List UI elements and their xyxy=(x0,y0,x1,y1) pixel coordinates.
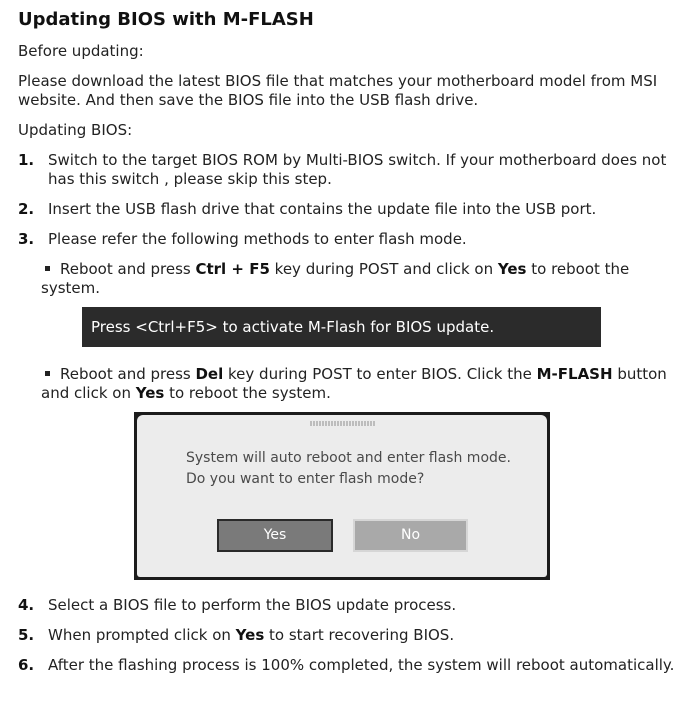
step-number-1: 1. xyxy=(18,151,35,169)
step-5-yes: Yes xyxy=(235,626,265,644)
dialog-message-line-2: Do you want to enter flash mode? xyxy=(186,471,425,487)
step-number-4: 4. xyxy=(18,596,35,614)
method-2-text-pre: Reboot and press xyxy=(60,365,196,383)
step-text-5 xyxy=(48,626,678,645)
method-1-text-post: to reboot the system. xyxy=(41,260,630,297)
step-text-6: After the flashing process is 100% completed, the system will reboot automatically. xyxy=(48,656,675,674)
updating-bios-label: Updating BIOS: xyxy=(18,121,133,139)
method-2-button-name: M-FLASH xyxy=(536,365,613,383)
step-text-4: Select a BIOS file to perform the BIOS update process. xyxy=(48,596,457,614)
method-1-text-mid: key during POST and click on xyxy=(269,260,498,278)
flash-mode-dialog xyxy=(137,415,547,577)
step-text-1: Switch to the target BIOS ROM by Multi-BIOS switch. If your motherboard does not has this switch , please skip this step. xyxy=(48,151,667,188)
method-2-text-post: to reboot the system. xyxy=(164,384,331,402)
post-message-bar: Press <Ctrl+F5> to activate M-Flash for BIOS update. xyxy=(82,307,601,347)
method-1-yes: Yes xyxy=(497,260,527,278)
no-button[interactable]: No xyxy=(353,519,468,552)
step-number-2: 2. xyxy=(18,200,35,218)
method-2-text-mid2: button and click on xyxy=(41,365,667,402)
step-number-5: 5. xyxy=(18,626,35,644)
before-updating-text: Please download the latest BIOS file that matches your motherboard model from MSI website. And then save the BIOS file into the USB flash drive. xyxy=(18,72,658,109)
method-2-text-mid: key during POST to enter BIOS. Click the xyxy=(223,365,537,383)
step-5-text-pre: When prompted click on xyxy=(48,626,236,644)
step-text-2: Insert the USB flash drive that contains the update file into the USB port. xyxy=(48,200,597,218)
bullet-square-icon xyxy=(45,266,50,271)
method-1-bullet xyxy=(41,260,681,298)
step-text-3: Please refer the following methods to enter flash mode. xyxy=(48,230,467,248)
dialog-message-line-1: System will auto reboot and enter flash mode. xyxy=(186,450,511,466)
step-number-6: 6. xyxy=(18,656,35,674)
yes-button[interactable]: Yes xyxy=(217,519,333,552)
page-title: Updating BIOS with M-FLASH xyxy=(18,9,314,30)
bullet-square-icon xyxy=(45,371,50,376)
method-2-yes: Yes xyxy=(135,384,165,402)
step-5-text-post: to start recovering BIOS. xyxy=(264,626,455,644)
drag-grip-icon[interactable] xyxy=(310,421,376,426)
before-updating-label: Before updating: xyxy=(18,42,144,60)
method-2-key: Del xyxy=(195,365,224,383)
method-2-bullet xyxy=(41,365,681,403)
method-1-text-pre: Reboot and press xyxy=(60,260,196,278)
step-number-3: 3. xyxy=(18,230,35,248)
method-1-key: Ctrl + F5 xyxy=(195,260,270,278)
